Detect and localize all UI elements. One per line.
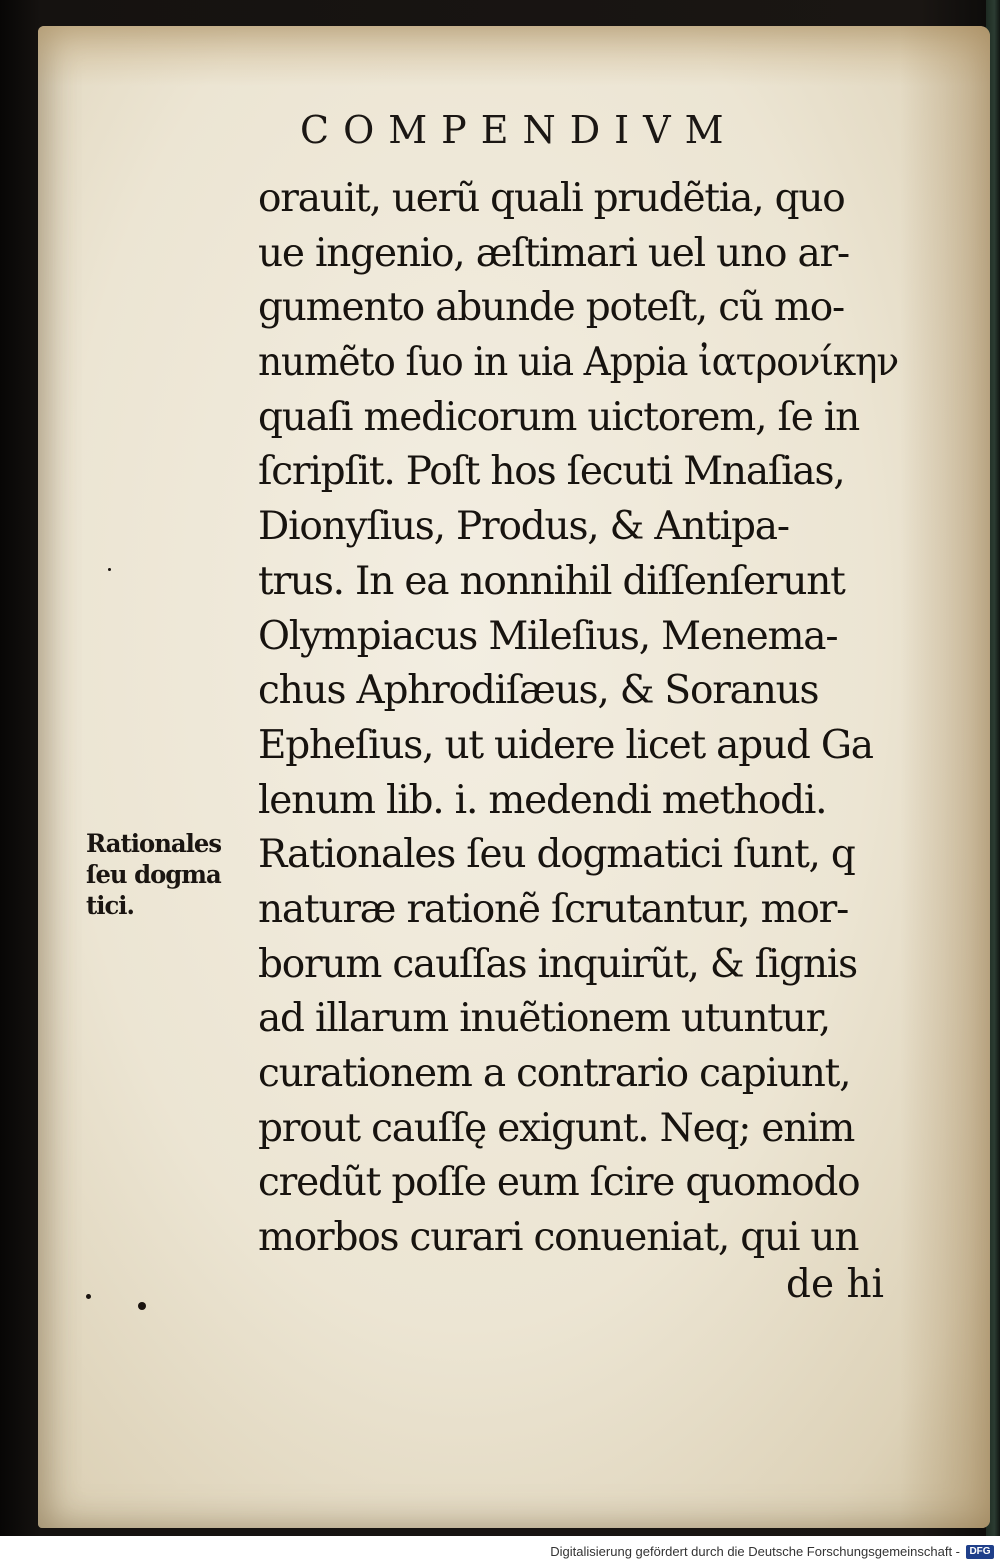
text-line: credũt poſſe eum ſcire quomodo [258,1160,860,1206]
text-line: gumento abunde poteſt, cũ mo- [258,285,845,331]
margin-note-line: ſeu dogma [86,860,221,889]
text-line: lenum lib. i. medendi methodi. [258,777,827,823]
text-line: borum cauſſas inquirũt, & ſignis [258,941,857,987]
margin-note-line: tici. [86,891,135,920]
running-head: COMPENDIVM [300,108,738,152]
text-line: Epheſius, ut uidere licet apud Ga [258,722,873,768]
text-line: naturæ rationẽ ſcrutantur, mor- [258,886,849,932]
text-line: orauit, uerũ quali prudẽtia, quo [258,176,845,221]
dfg-logo: DFG [966,1545,994,1559]
text-line: chus Aphrodiſæus, & Soranus [258,668,819,714]
text-line: ue ingenio, æſtimari uel uno ar- [258,230,849,276]
text-line: Dionyſius, Produs, & Antipa- [258,504,789,550]
ink-speck [108,568,111,571]
text-line: Olympiacus Mileſius, Menema- [258,613,838,659]
text-line: morbos curari conueniat, qui un [258,1215,859,1261]
ink-speck [86,1294,91,1299]
text-line: Rationales ſeu dogmatici ſunt, q [258,832,855,878]
catchword: de hi [786,1262,885,1307]
ink-speck [138,1302,146,1310]
text-line: quaſi medicorum uictorem, ſe in [258,394,859,440]
text-line: ſcripſit. Poſt hos ſecuti Mnaſias, [258,449,845,495]
book-page [38,26,990,1528]
text-line: numẽto ſuo in uia Appia ἰατρονίκην [258,340,898,386]
body-text [258,172,898,1266]
text-line: curationem a contrario capiunt, [258,1051,851,1096]
text-line: trus. In ea nonnihil diſſenſerunt [258,558,845,604]
margin-note [86,828,256,921]
footer-bar [0,1536,1000,1566]
text-line: prout cauſſę exigunt. Neq; enim [258,1105,855,1151]
text-line: ad illarum inuẽtionem utuntur, [258,996,830,1042]
margin-note-line: Rationales [86,829,222,858]
footer-credit: Digitalisierung gefördert durch die Deutsche Forschungsgemeinschaft - [550,1544,960,1559]
